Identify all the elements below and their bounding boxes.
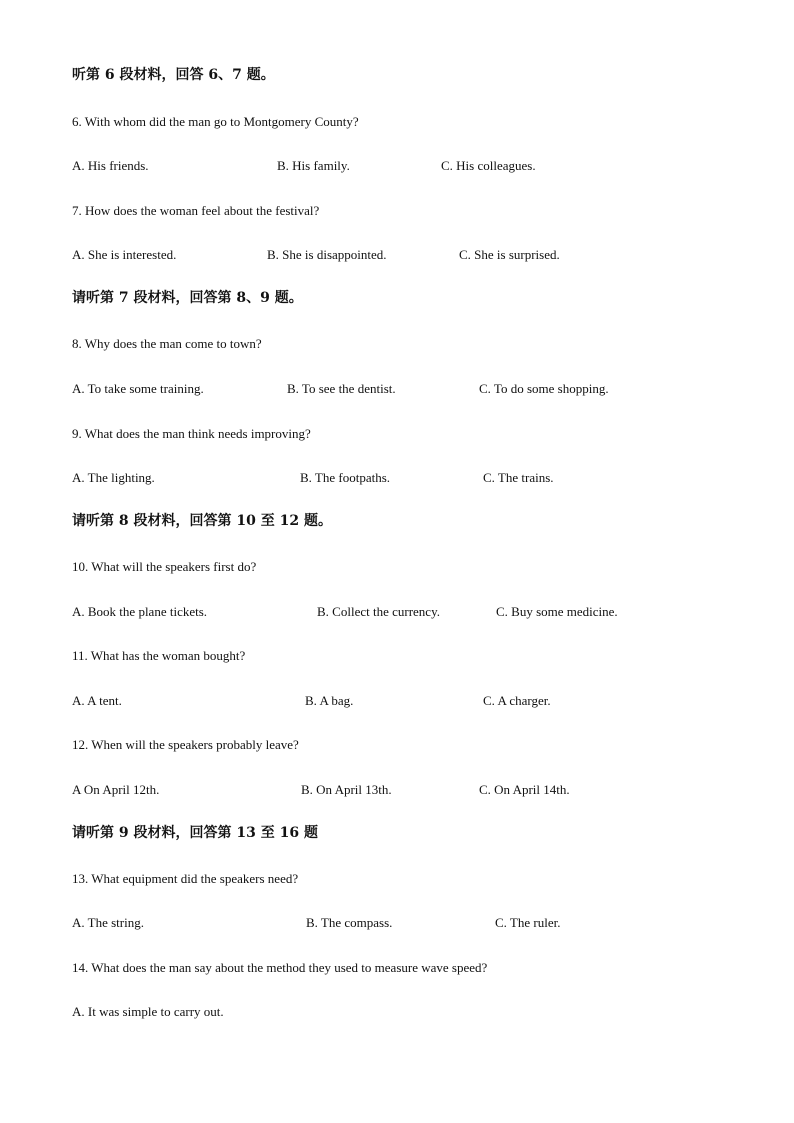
question-stem: 11. What has the woman bought?	[72, 648, 246, 663]
question-stem: 7. How does the woman feel about the festival?	[72, 203, 320, 218]
option-b: B. A bag.	[305, 693, 354, 708]
option-a: A. The string.	[72, 915, 144, 930]
option-a: A. Book the plane tickets.	[72, 604, 208, 619]
option-c: C. The ruler.	[495, 915, 561, 930]
option-c: C. To do some shopping.	[479, 381, 609, 396]
option-a: A On April 12th.	[72, 782, 160, 797]
option-b: B. She is disappointed.	[267, 247, 387, 262]
option-c: C. A charger.	[483, 693, 551, 708]
question-stem: 10. What will the speakers first do?	[72, 559, 257, 574]
section-heading: 请听第 8 段材料，回答第 10 至 12 题。	[72, 513, 332, 529]
option-c: C. Buy some medicine.	[496, 604, 618, 619]
option-b: B. To see the dentist.	[287, 381, 396, 396]
section-heading: 听第 6 段材料，回答 6、7 题。	[72, 67, 275, 83]
option-a: A. To take some training.	[72, 381, 204, 396]
option-a: A. She is interested.	[72, 247, 177, 262]
option-c: C. The trains.	[483, 470, 554, 485]
option-b: B. Collect the currency.	[317, 604, 440, 619]
option-c: C. On April 14th.	[479, 782, 570, 797]
section-heading: 请听第 9 段材料，回答第 13 至 16 题	[72, 825, 318, 841]
option-c: C. His colleagues.	[441, 158, 536, 173]
option-b: B. The footpaths.	[300, 470, 391, 485]
option-a: A. The lighting.	[72, 470, 155, 485]
option-a: A. His friends.	[72, 158, 149, 173]
option-a: A. It was simple to carry out.	[72, 1004, 224, 1019]
option-c: C. She is surprised.	[459, 247, 560, 262]
question-stem: 6. With whom did the man go to Montgomery County?	[72, 114, 359, 129]
question-stem: 14. What does the man say about the method they used to measure wave speed?	[72, 960, 488, 975]
option-a: A. A tent.	[72, 693, 122, 708]
question-stem: 9. What does the man think needs improving?	[72, 426, 311, 441]
question-stem: 8. Why does the man come to town?	[72, 336, 262, 351]
question-stem: 13. What equipment did the speakers need?	[72, 871, 299, 886]
option-b: B. The compass.	[306, 915, 393, 930]
section-heading: 请听第 7 段材料，回答第 8、9 题。	[72, 290, 303, 306]
option-b: B. His family.	[277, 158, 350, 173]
option-b: B. On April 13th.	[301, 782, 392, 797]
question-stem: 12. When will the speakers probably leave?	[72, 737, 299, 752]
